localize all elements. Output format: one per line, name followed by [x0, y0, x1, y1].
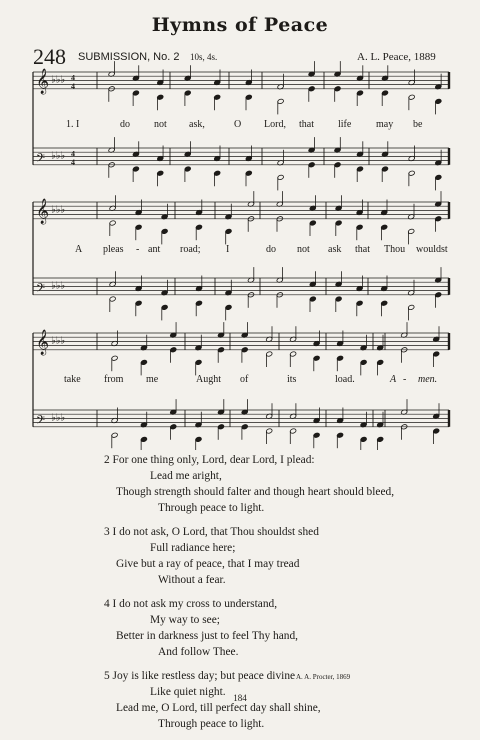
lyric-word: load. — [335, 374, 355, 385]
page-number: 184 — [233, 693, 247, 703]
lyric-word: pleas — [103, 244, 124, 255]
lyric-word: do — [120, 119, 130, 130]
verse-line: Through peace to light. — [158, 718, 265, 730]
lyric-word: from — [104, 374, 124, 385]
lyric-word: O — [234, 119, 242, 130]
lyric-word: of — [240, 374, 249, 385]
lyric-word: 1. I — [66, 119, 80, 130]
key-signature-flat-icon: ♭♭♭ — [51, 280, 66, 292]
time-signature: 4 — [71, 157, 75, 167]
meter: 10s, 4s. — [190, 52, 218, 62]
lyric-word: - — [136, 244, 140, 255]
section-title: Hymns of Peace — [151, 14, 329, 36]
lyric-word: that — [299, 119, 314, 130]
lyric-word: may — [376, 119, 394, 130]
lyric-word: ant — [148, 244, 161, 255]
key-signature-flat-icon: ♭♭♭ — [51, 74, 66, 86]
treble-clef-icon: 𝄞 — [36, 329, 50, 355]
bass-clef-icon: 𝄢 — [36, 281, 46, 298]
author-credit: A. A. Procter, 1869 — [296, 673, 351, 681]
verse-4 — [104, 596, 394, 660]
bass-clef-icon: 𝄢 — [36, 151, 46, 168]
key-signature-flat-icon: ♭♭♭ — [51, 204, 66, 216]
time-signature: 4 — [71, 73, 75, 83]
lyric-word: road; — [180, 244, 201, 255]
lyric-word: that — [355, 244, 370, 255]
lyric-word: take — [64, 374, 81, 385]
lyric-word: Lord, — [264, 119, 286, 130]
verse-line: Like quiet night. — [150, 686, 226, 698]
verse-line: Without a fear. — [158, 574, 226, 586]
lyric-word: ask, — [189, 119, 205, 130]
lyric-word: Aught — [196, 374, 221, 385]
lyric-word: me — [146, 374, 159, 385]
verse-3 — [104, 524, 394, 588]
lyric-word: wouldst — [416, 244, 448, 255]
verse-line: And follow Thee. — [158, 646, 239, 658]
verse-line: Full radiance here; — [150, 542, 236, 554]
lyric-word: - — [403, 374, 407, 385]
lyric-word: ask — [328, 244, 342, 255]
lyric-word: life — [338, 119, 352, 130]
time-signature: 4 — [71, 81, 75, 91]
lyric-word: be — [413, 119, 423, 130]
treble-clef-icon: 𝄞 — [36, 198, 50, 224]
verse-line: Lead me aright, — [150, 470, 222, 482]
verse-line: My way to see; — [150, 614, 220, 626]
key-signature-flat-icon: ♭♭♭ — [51, 150, 66, 162]
verse-line: Better in darkness just to feel Thy hand, — [116, 630, 298, 642]
verse-line: Through peace to light. — [158, 502, 265, 514]
verse-line: 2 For one thing only, Lord, dear Lord, I plead: — [104, 454, 315, 466]
key-signature-flat-icon: ♭♭♭ — [51, 412, 66, 424]
lyric-word: not — [154, 119, 167, 130]
verse-line: 3 I do not ask, O Lord, that Thou shouldst shed — [104, 526, 319, 538]
time-signature: 4 — [71, 149, 75, 159]
verse-line: Though strength should falter and though heart should bleed, — [116, 486, 395, 498]
lyric-word: I — [226, 244, 230, 255]
verse-2 — [104, 452, 394, 516]
verse-line: 5 Joy is like restless day; but peace divine — [104, 670, 296, 682]
verse-line: Lead me, O Lord, till perfect day shall shine, — [116, 702, 321, 714]
verse-line: 4 I do not ask my cross to understand, — [104, 598, 278, 610]
lyric-word: its — [287, 374, 297, 385]
verse-line: Give but a ray of peace, that I may tread — [116, 558, 300, 570]
lyric-word: A — [75, 244, 83, 255]
lyric-word: not — [297, 244, 310, 255]
lyric-word: A — [390, 374, 397, 385]
bass-clef-icon: 𝄢 — [36, 413, 46, 430]
lyric-word: do — [266, 244, 276, 255]
tune-name: SUBMISSION, No. 2 — [78, 51, 180, 63]
lyric-word: Thou — [384, 244, 406, 255]
composer: A. L. Peace, 1889 — [357, 51, 436, 63]
key-signature-flat-icon: ♭♭♭ — [51, 335, 66, 347]
treble-clef-icon: 𝄞 — [36, 68, 50, 94]
lyric-word: men. — [418, 374, 438, 385]
hymn-number: 248 — [33, 44, 66, 69]
